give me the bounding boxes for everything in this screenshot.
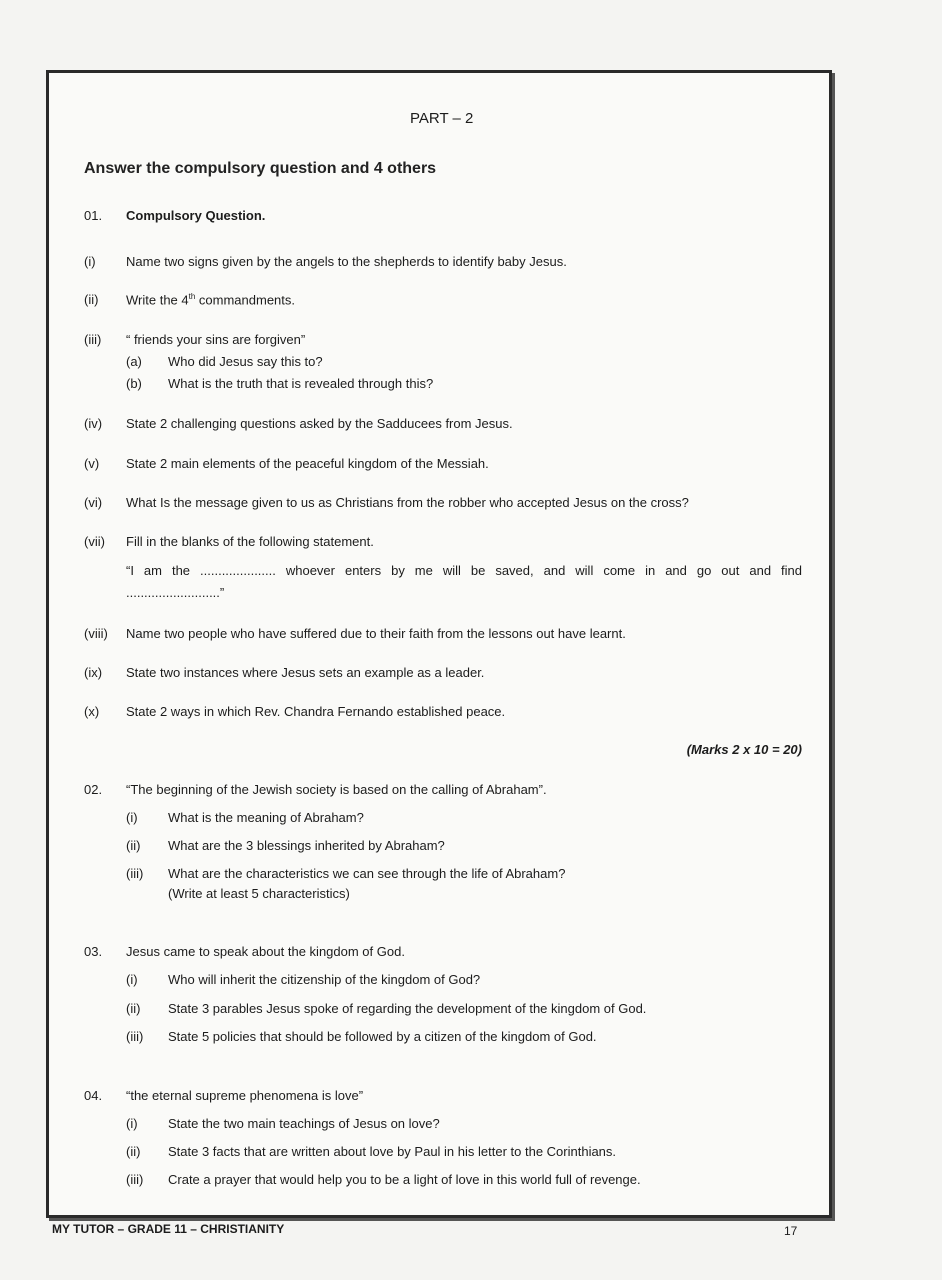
q1-title: Compulsory Question. (126, 208, 266, 223)
q4-text: “the eternal supreme phenomena is love” (126, 1088, 364, 1103)
q1-vii-num: (vii) (84, 534, 105, 549)
q1-iii-b-lbl: (b) (126, 376, 142, 391)
q1-ix-num: (ix) (84, 665, 103, 680)
q3-text: Jesus came to speak about the kingdom of God. (126, 944, 405, 959)
q1-vii-text: Fill in the blanks of the following statement. (126, 534, 374, 549)
q2-ii-lbl: (ii) (126, 838, 141, 853)
q4-ii-text: State 3 facts that are written about love by Paul in his letter to the Corinthians. (168, 1144, 617, 1159)
q1-ii-num: (ii) (84, 292, 99, 307)
q3-iii-lbl: (iii) (126, 1029, 144, 1044)
q4-number: 04. (84, 1088, 103, 1103)
q2-ii-text: What are the 3 blessings inherited by Abraham? (168, 838, 445, 853)
q1-iv-text: State 2 challenging questions asked by the Sadducees from Jesus. (126, 416, 513, 431)
q1-marks: (Marks 2 x 10 = 20) (686, 742, 802, 757)
q1-iv-num: (iv) (84, 416, 103, 431)
page-frame (46, 70, 832, 1218)
part-heading: PART – 2 (410, 110, 474, 127)
q4-i-lbl: (i) (126, 1116, 138, 1131)
q3-ii-text: State 3 parables Jesus spoke of regarding the development of the kingdom of God. (168, 1001, 647, 1016)
q2-text: “The beginning of the Jewish society is based on the calling of Abraham”. (126, 782, 547, 797)
q1-viii-text: Name two people who have suffered due to their faith from the lessons out have learnt. (126, 626, 626, 641)
q3-ii-lbl: (ii) (126, 1001, 141, 1016)
q2-iii-lbl: (iii) (126, 866, 144, 881)
footer-title: MY TUTOR – GRADE 11 – CHRISTIANITY (52, 1222, 285, 1236)
q1-iii-b-text: What is the truth that is revealed through this? (168, 376, 434, 391)
q1-vi-num: (vi) (84, 495, 103, 510)
q1-ix-text: State two instances where Jesus sets an example as a leader. (126, 665, 485, 680)
instruction: Answer the compulsory question and 4 others (84, 160, 437, 177)
q3-i-text: Who will inherit the citizenship of the kingdom of God? (168, 972, 481, 987)
q1-x-num: (x) (84, 704, 100, 719)
q1-vi-text: What Is the message given to us as Christians from the robber who accepted Jesus on the cross? (126, 495, 689, 510)
q1-viii-num: (viii) (84, 626, 108, 641)
q1-v-num: (v) (84, 456, 100, 471)
q3-iii-text: State 5 policies that should be followed by a citizen of the kingdom of God. (168, 1029, 597, 1044)
q2-iii-text: What are the characteristics we can see through the life of Abraham? (168, 866, 566, 881)
q4-iii-text: Crate a prayer that would help you to be a light of love in this world full of revenge. (168, 1172, 641, 1187)
q4-iii-lbl: (iii) (126, 1172, 144, 1187)
q2-i-lbl: (i) (126, 810, 138, 825)
q1-vii-statement: “I am the ..................... whoever enters by me will be saved, and will come in and go out and find (126, 563, 802, 578)
q1-iii-text: “ friends your sins are forgiven” (126, 332, 306, 347)
q1-number: 01. (84, 208, 103, 223)
q3-i-lbl: (i) (126, 972, 138, 987)
q2-note: (Write at least 5 characteristics) (168, 886, 350, 901)
q1-v-text: State 2 main elements of the peaceful kingdom of the Messiah. (126, 456, 489, 471)
q1-iii-a-text: Who did Jesus say this to? (168, 354, 323, 369)
q4-i-text: State the two main teachings of Jesus on love? (168, 1116, 440, 1131)
q3-number: 03. (84, 944, 103, 959)
q2-number: 02. (84, 782, 103, 797)
page-number: 17 (784, 1224, 798, 1238)
q4-ii-lbl: (ii) (126, 1144, 141, 1159)
q1-x-text: State 2 ways in which Rev. Chandra Fernando established peace. (126, 704, 506, 719)
q1-iii-num: (iii) (84, 332, 102, 347)
q1-i-num: (i) (84, 254, 96, 269)
q2-i-text: What is the meaning of Abraham? (168, 810, 364, 825)
q1-vii-statement-end: ..........................” (126, 585, 225, 600)
q1-iii-a-lbl: (a) (126, 354, 142, 369)
q1-i-text: Name two signs given by the angels to the shepherds to identify baby Jesus. (126, 254, 567, 269)
q1-ii-text: Write the 4th commandments. (126, 292, 295, 308)
